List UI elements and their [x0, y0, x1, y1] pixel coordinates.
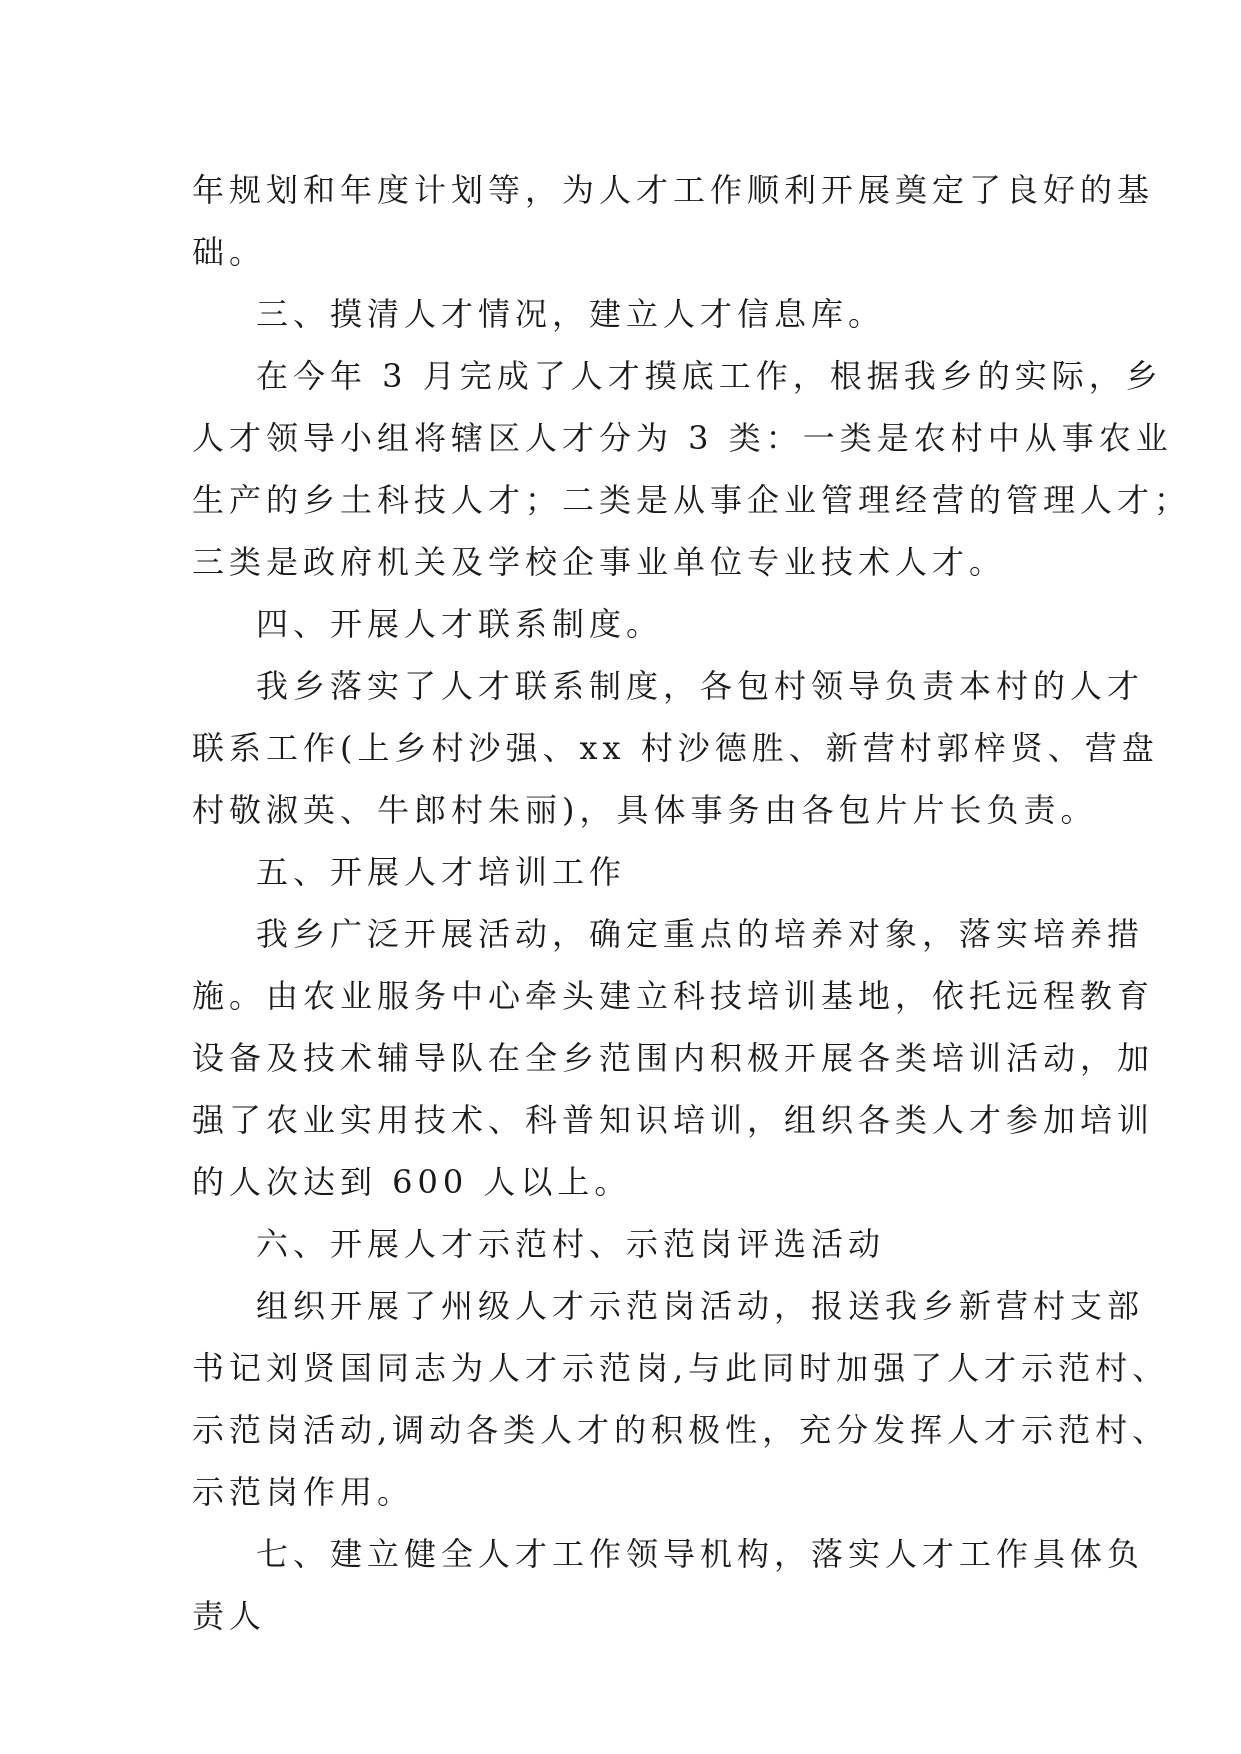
text-line: 联系工作(上乡村沙强、xx 村沙德胜、新营村郭梓贤、营盘 — [192, 729, 1159, 767]
section-heading: 七、建立健全人才工作领导机构，落实人才工作具体负 — [256, 1535, 1145, 1573]
text-line: 示范岗作用。 — [192, 1473, 415, 1511]
text-line: 础。 — [192, 233, 267, 271]
text-line: 组织开展了州级人才示范岗活动，报送我乡新营村支部 — [256, 1287, 1145, 1325]
section-heading: 六、开展人才示范村、示范岗评选活动 — [256, 1225, 886, 1263]
text-line: 我乡广泛开展活动，确定重点的培养对象，落实培养措 — [256, 915, 1145, 953]
text-line: 三类是政府机关及学校企事业单位专业技术人才。 — [192, 543, 1007, 581]
document-body — [192, 159, 1192, 1647]
text-line: 责人 — [192, 1597, 267, 1635]
text-line: 书记刘贤国同志为人才示范岗,与此同时加强了人才示范村、 — [192, 1349, 1170, 1387]
text-line: 示范岗活动,调动各类人才的积极性，充分发挥人才示范村、 — [192, 1411, 1170, 1449]
text-line: 生产的乡土科技人才；二类是从事企业管理经营的管理人才； — [192, 481, 1192, 519]
text-line: 我乡落实了人才联系制度，各包村领导负责本村的人才 — [256, 667, 1145, 705]
section-heading: 三、摸清人才情况，建立人才信息库。 — [256, 295, 886, 333]
text-line: 在今年 3 月完成了人才摸底工作，根据我乡的实际，乡 — [256, 357, 1163, 395]
text-line: 人才领导小组将辖区人才分为 3 类：一类是农村中从事农业 — [192, 419, 1173, 457]
section-heading: 五、开展人才培训工作 — [256, 853, 627, 891]
text-line: 年规划和年度计划等，为人才工作顺利开展奠定了良好的基 — [192, 171, 1155, 209]
text-line: 设备及技术辅导队在全乡范围内积极开展各类培训活动，加 — [192, 1039, 1155, 1077]
text-line: 的人次达到 600 人以上。 — [192, 1163, 632, 1201]
text-line: 村敬淑英、牛郎村朱丽)，具体事务由各包片片长负责。 — [192, 791, 1098, 829]
section-heading: 四、开展人才联系制度。 — [256, 605, 664, 643]
text-line: 施。由农业服务中心牵头建立科技培训基地，依托远程教育 — [192, 977, 1155, 1015]
text-line: 强了农业实用技术、科普知识培训，组织各类人才参加培训 — [192, 1101, 1155, 1139]
